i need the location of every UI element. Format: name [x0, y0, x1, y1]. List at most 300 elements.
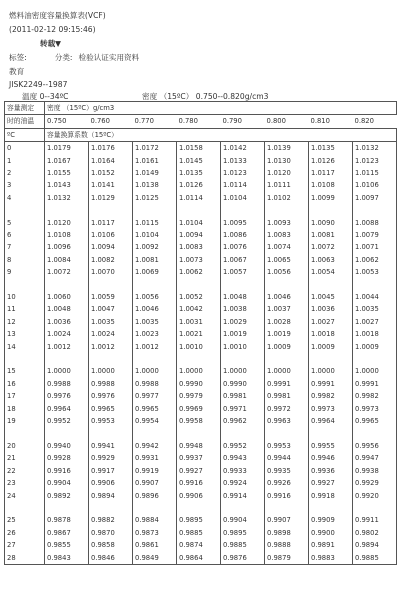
vcf-value-cell: 0.9876	[221, 552, 265, 565]
vcf-value-cell: 0.9964	[45, 403, 89, 415]
blank-cell	[45, 204, 89, 216]
vcf-value-cell: 1.0167	[45, 155, 89, 167]
vcf-value-cell: 0.9935	[265, 465, 309, 477]
vcf-value-cell: 0.9990	[177, 378, 221, 390]
table-row	[5, 291, 397, 303]
vcf-value-cell: 0.9802	[353, 527, 397, 539]
vcf-value-cell: 1.0000	[133, 365, 177, 377]
vcf-value-cell: 0.9884	[133, 514, 177, 526]
vcf-value-cell: 1.0074	[265, 241, 309, 253]
vcf-value-cell: 1.0062	[177, 266, 221, 278]
vcf-value-cell: 0.9867	[45, 527, 89, 539]
blank-cell	[5, 502, 45, 514]
vcf-value-cell: 1.0115	[353, 167, 397, 179]
table-row	[5, 527, 397, 539]
blank-cell	[265, 353, 309, 365]
vcf-value-cell: 0.9943	[221, 452, 265, 464]
blank-cell	[221, 428, 265, 440]
vcf-value-cell: 1.0056	[265, 266, 309, 278]
vcf-value-cell: 1.0152	[89, 167, 133, 179]
vcf-value-cell: 0.9917	[89, 465, 133, 477]
temperature-cell: 1	[5, 155, 45, 167]
vcf-value-cell: 0.9904	[45, 477, 89, 489]
vcf-value-cell: 1.0149	[133, 167, 177, 179]
vcf-value-cell: 0.9942	[133, 440, 177, 452]
vcf-value-cell: 1.0000	[309, 365, 353, 377]
vcf-value-cell: 0.9870	[89, 527, 133, 539]
vcf-value-cell: 1.0024	[45, 328, 89, 340]
vcf-value-cell: 1.0094	[89, 241, 133, 253]
vcf-value-cell: 1.0057	[221, 266, 265, 278]
vcf-value-cell: 1.0019	[265, 328, 309, 340]
education-tag[interactable]: 教育	[9, 67, 25, 76]
table-row	[5, 552, 397, 565]
vcf-value-cell: 1.0023	[133, 328, 177, 340]
vcf-value-cell: 0.9982	[309, 390, 353, 402]
vcf-value-cell: 1.0104	[221, 192, 265, 204]
table-row	[5, 241, 397, 253]
forward-link[interactable]: 转载▼	[40, 39, 62, 48]
blank-cell	[265, 279, 309, 291]
vcf-value-cell: 1.0027	[309, 316, 353, 328]
vcf-value-cell: 1.0067	[221, 254, 265, 266]
vcf-value-cell: 0.9928	[45, 452, 89, 464]
vcf-value-cell: 0.9874	[177, 539, 221, 551]
blank-cell	[353, 204, 397, 216]
vcf-value-cell: 0.9895	[177, 514, 221, 526]
vcf-value-cell: 1.0000	[45, 365, 89, 377]
vcf-value-cell: 1.0031	[177, 316, 221, 328]
vcf-value-cell: 0.9900	[309, 527, 353, 539]
temperature-cell: 7	[5, 241, 45, 253]
table-row	[5, 266, 397, 278]
vcf-value-cell: 0.9907	[133, 477, 177, 489]
blank-cell	[221, 204, 265, 216]
vcf-value-cell: 1.0079	[353, 229, 397, 241]
table-row	[5, 465, 397, 477]
vcf-value-cell: 1.0129	[89, 192, 133, 204]
blank-cell	[177, 502, 221, 514]
vcf-value-cell: 0.9988	[89, 378, 133, 390]
vcf-value-cell: 1.0176	[89, 142, 133, 155]
blank-cell	[353, 428, 397, 440]
temperature-cell: 18	[5, 403, 45, 415]
density-value: 0.770	[133, 115, 177, 128]
temperature-cell: 17	[5, 390, 45, 402]
table-row	[5, 365, 397, 377]
vcf-value-cell: 0.9931	[133, 452, 177, 464]
vcf-value-cell: 1.0072	[309, 241, 353, 253]
blank-cell	[89, 204, 133, 216]
vcf-value-cell: 1.0073	[177, 254, 221, 266]
vcf-value-cell: 0.9846	[89, 552, 133, 565]
vcf-value-cell: 1.0126	[309, 155, 353, 167]
table-row	[5, 229, 397, 241]
blank-cell	[353, 279, 397, 291]
vcf-value-cell: 0.9963	[265, 415, 309, 427]
vcf-value-cell: 0.9888	[265, 539, 309, 551]
vcf-value-cell: 0.9954	[133, 415, 177, 427]
table-row	[5, 415, 397, 427]
vcf-value-cell: 1.0059	[89, 291, 133, 303]
vcf-value-cell: 1.0095	[221, 217, 265, 229]
vcf-value-cell: 1.0029	[221, 316, 265, 328]
vcf-value-cell: 0.9933	[221, 465, 265, 477]
vcf-value-cell: 1.0138	[133, 179, 177, 191]
temperature-cell: 4	[5, 192, 45, 204]
table-row	[5, 179, 397, 191]
blank-cell	[265, 502, 309, 514]
temperature-cell: 27	[5, 539, 45, 551]
vcf-value-cell: 1.0019	[221, 328, 265, 340]
temperature-cell: 10	[5, 291, 45, 303]
vcf-value-cell: 1.0141	[89, 179, 133, 191]
blank-cell	[309, 428, 353, 440]
table-row	[5, 403, 397, 415]
vcf-value-cell: 0.9952	[221, 440, 265, 452]
vcf-value-cell: 1.0048	[221, 291, 265, 303]
vcf-value-cell: 1.0000	[353, 365, 397, 377]
vcf-value-cell: 1.0035	[353, 303, 397, 315]
vcf-value-cell: 1.0081	[309, 229, 353, 241]
category-label: 分类:	[54, 53, 73, 62]
blank-cell	[45, 428, 89, 440]
blank-cell	[177, 204, 221, 216]
vcf-value-cell: 1.0000	[89, 365, 133, 377]
vcf-value-cell: 1.0024	[89, 328, 133, 340]
vcf-value-cell: 0.9971	[221, 403, 265, 415]
blank-cell	[221, 279, 265, 291]
blank-cell	[221, 353, 265, 365]
vcf-value-cell: 0.9926	[265, 477, 309, 489]
vcf-value-cell: 1.0114	[177, 192, 221, 204]
vcf-value-cell: 0.9878	[45, 514, 89, 526]
vcf-value-cell: 1.0000	[221, 365, 265, 377]
vcf-value-cell: 0.9965	[89, 403, 133, 415]
blank-cell	[133, 502, 177, 514]
vcf-value-cell: 0.9956	[353, 440, 397, 452]
temperature-cell: 11	[5, 303, 45, 315]
vcf-value-cell: 1.0009	[265, 341, 309, 353]
vcf-value-cell: 1.0111	[265, 179, 309, 191]
table-row	[5, 303, 397, 315]
vcf-value-cell: 0.9964	[309, 415, 353, 427]
vcf-value-cell: 1.0117	[89, 217, 133, 229]
temperature-cell: 14	[5, 341, 45, 353]
vcf-value-cell: 0.9894	[89, 490, 133, 502]
vcf-value-cell: 1.0090	[309, 217, 353, 229]
vcf-value-cell: 1.0038	[221, 303, 265, 315]
vcf-value-cell: 1.0048	[45, 303, 89, 315]
vcf-value-cell: 1.0123	[353, 155, 397, 167]
temperature-cell: 3	[5, 179, 45, 191]
vcf-value-cell: 0.9991	[353, 378, 397, 390]
vcf-value-cell: 1.0028	[265, 316, 309, 328]
table-row	[5, 452, 397, 464]
vcf-value-cell: 0.9965	[133, 403, 177, 415]
temperature-cell: 26	[5, 527, 45, 539]
blank-cell	[45, 502, 89, 514]
vcf-value-cell: 1.0155	[45, 167, 89, 179]
vcf-value-cell: 0.9981	[265, 390, 309, 402]
vcf-value-cell: 1.0062	[353, 254, 397, 266]
vcf-value-cell: 0.9927	[309, 477, 353, 489]
density-value: 0.750	[45, 115, 89, 128]
vcf-value-cell: 0.9909	[309, 514, 353, 526]
temperature-cell: 28	[5, 552, 45, 565]
vcf-value-cell: 1.0115	[133, 217, 177, 229]
temperature-cell: 2	[5, 167, 45, 179]
blank-cell	[133, 279, 177, 291]
blank-cell	[5, 204, 45, 216]
table-row	[5, 390, 397, 402]
blank-cell	[353, 353, 397, 365]
corner-header-mid: 时的油温	[5, 115, 45, 128]
blank-cell	[309, 353, 353, 365]
vcf-value-cell: 0.9920	[353, 490, 397, 502]
vcf-value-cell: 1.0063	[309, 254, 353, 266]
vcf-value-cell: 1.0069	[133, 266, 177, 278]
vcf-value-cell: 1.0133	[221, 155, 265, 167]
density-value: 0.810	[309, 115, 353, 128]
vcf-value-cell: 0.9973	[353, 403, 397, 415]
vcf-value-cell: 1.0092	[133, 241, 177, 253]
vcf-value-cell: 1.0042	[177, 303, 221, 315]
vcf-value-cell: 1.0126	[177, 179, 221, 191]
vcf-value-cell: 1.0093	[265, 217, 309, 229]
vcf-header: 容量换算系数（15ºC）	[45, 128, 397, 141]
vcf-value-cell: 1.0082	[89, 254, 133, 266]
vcf-value-cell: 0.9944	[265, 452, 309, 464]
density-value: 0.760	[89, 115, 133, 128]
vcf-value-cell: 1.0106	[353, 179, 397, 191]
table-row	[5, 539, 397, 551]
vcf-value-cell: 0.9990	[221, 378, 265, 390]
vcf-value-cell: 1.0035	[133, 316, 177, 328]
table-row	[5, 192, 397, 204]
vcf-value-cell: 1.0012	[133, 341, 177, 353]
temperature-cell: 21	[5, 452, 45, 464]
vcf-value-cell: 0.9907	[265, 514, 309, 526]
vcf-value-cell: 0.9919	[133, 465, 177, 477]
vcf-value-cell: 0.9916	[177, 477, 221, 489]
temperature-cell: 8	[5, 254, 45, 266]
blank-cell	[5, 428, 45, 440]
table-row	[5, 490, 397, 502]
tags-row	[9, 52, 139, 63]
temperature-cell: 22	[5, 465, 45, 477]
tag-label: 标签:	[9, 53, 27, 62]
blank-cell	[5, 353, 45, 365]
vcf-value-cell: 1.0106	[89, 229, 133, 241]
temperature-range: 温度 0--34ºC	[22, 92, 69, 101]
standard-code: JISK2249--1987	[9, 80, 68, 89]
blank-cell	[5, 279, 45, 291]
temperature-cell: 12	[5, 316, 45, 328]
vcf-value-cell: 1.0099	[309, 192, 353, 204]
vcf-value-cell: 1.0036	[309, 303, 353, 315]
temperature-cell: 6	[5, 229, 45, 241]
vcf-value-cell: 0.9991	[265, 378, 309, 390]
table-row	[5, 378, 397, 390]
vcf-value-cell: 0.9977	[133, 390, 177, 402]
vcf-value-cell: 1.0104	[177, 217, 221, 229]
blank-cell	[89, 502, 133, 514]
vcf-value-cell: 1.0036	[45, 316, 89, 328]
vcf-value-cell: 0.9861	[133, 539, 177, 551]
blank-cell	[309, 502, 353, 514]
blank-cell	[177, 428, 221, 440]
vcf-value-cell: 0.9855	[45, 539, 89, 551]
temperature-cell: 15	[5, 365, 45, 377]
vcf-value-cell: 0.9969	[177, 403, 221, 415]
blank-cell	[309, 279, 353, 291]
blank-cell	[353, 502, 397, 514]
vcf-value-cell: 0.9976	[45, 390, 89, 402]
vcf-value-cell: 0.9885	[177, 527, 221, 539]
vcf-value-cell: 0.9914	[221, 490, 265, 502]
vcf-value-cell: 0.9918	[309, 490, 353, 502]
table-row	[5, 167, 397, 179]
blank-cell	[265, 428, 309, 440]
blank-cell	[133, 204, 177, 216]
vcf-value-cell: 1.0096	[45, 241, 89, 253]
vcf-value-cell: 1.0018	[353, 328, 397, 340]
vcf-value-cell: 0.9941	[89, 440, 133, 452]
vcf-value-cell: 1.0108	[309, 179, 353, 191]
vcf-value-cell: 0.9906	[177, 490, 221, 502]
vcf-value-cell: 1.0044	[353, 291, 397, 303]
table-row	[5, 341, 397, 353]
temperature-cell: 13	[5, 328, 45, 340]
vcf-value-cell: 1.0102	[265, 192, 309, 204]
vcf-value-cell: 1.0035	[89, 316, 133, 328]
vcf-value-cell: 0.9873	[133, 527, 177, 539]
vcf-value-cell: 1.0027	[353, 316, 397, 328]
blank-cell	[89, 279, 133, 291]
table-row	[5, 514, 397, 526]
blank-cell	[309, 204, 353, 216]
vcf-value-cell: 1.0145	[177, 155, 221, 167]
vcf-value-cell: 0.9916	[45, 465, 89, 477]
temperature-cell: 23	[5, 477, 45, 489]
vcf-value-cell: 0.9882	[89, 514, 133, 526]
vcf-value-cell: 0.9988	[133, 378, 177, 390]
table-row	[5, 217, 397, 229]
vcf-value-cell: 1.0086	[221, 229, 265, 241]
vcf-value-cell: 1.0097	[353, 192, 397, 204]
vcf-value-cell: 1.0000	[177, 365, 221, 377]
vcf-value-cell: 1.0172	[133, 142, 177, 155]
vcf-value-cell: 1.0142	[221, 142, 265, 155]
temperature-cell: 19	[5, 415, 45, 427]
vcf-value-cell: 0.9952	[45, 415, 89, 427]
vcf-value-cell: 1.0081	[133, 254, 177, 266]
temperature-cell: 5	[5, 217, 45, 229]
vcf-value-cell: 0.9965	[353, 415, 397, 427]
blank-cell	[89, 428, 133, 440]
vcf-value-cell: 1.0046	[133, 303, 177, 315]
vcf-value-cell: 1.0054	[309, 266, 353, 278]
blank-cell	[45, 279, 89, 291]
vcf-value-cell: 0.9955	[309, 440, 353, 452]
vcf-value-cell: 0.9988	[45, 378, 89, 390]
vcf-value-cell: 0.9898	[265, 527, 309, 539]
vcf-value-cell: 1.0125	[133, 192, 177, 204]
vcf-value-cell: 0.9891	[309, 539, 353, 551]
table-row	[5, 316, 397, 328]
vcf-value-cell: 0.9953	[265, 440, 309, 452]
vcf-value-cell: 1.0132	[353, 142, 397, 155]
density-header: 密度 （15ºC）g/cm3	[45, 102, 397, 115]
temperature-cell: 24	[5, 490, 45, 502]
vcf-value-cell: 1.0047	[89, 303, 133, 315]
vcf-value-cell: 1.0046	[265, 291, 309, 303]
vcf-value-cell: 1.0158	[177, 142, 221, 155]
post-date: (2011-02-12 09:15:46)	[9, 25, 96, 34]
vcf-value-cell: 0.9940	[45, 440, 89, 452]
blank-cell	[89, 353, 133, 365]
vcf-value-cell: 1.0094	[177, 229, 221, 241]
table-row	[5, 440, 397, 452]
vcf-value-cell: 1.0179	[45, 142, 89, 155]
vcf-value-cell: 1.0021	[177, 328, 221, 340]
vcf-value-cell: 1.0010	[177, 341, 221, 353]
temperature-cell: 0	[5, 142, 45, 155]
table-row	[5, 254, 397, 266]
vcf-value-cell: 0.9924	[221, 477, 265, 489]
vcf-value-cell: 1.0117	[309, 167, 353, 179]
table-row	[5, 155, 397, 167]
vcf-value-cell: 0.9937	[177, 452, 221, 464]
category-link[interactable]: 检验认证实用资料	[78, 53, 140, 62]
vcf-value-cell: 1.0010	[221, 341, 265, 353]
vcf-value-cell: 1.0045	[309, 291, 353, 303]
vcf-value-cell: 1.0012	[89, 341, 133, 353]
vcf-value-cell: 1.0088	[353, 217, 397, 229]
vcf-value-cell: 1.0071	[353, 241, 397, 253]
vcf-value-cell: 1.0135	[309, 142, 353, 155]
vcf-value-cell: 0.9938	[353, 465, 397, 477]
vcf-value-cell: 0.9927	[177, 465, 221, 477]
vcf-value-cell: 0.9929	[89, 452, 133, 464]
vcf-value-cell: 0.9911	[353, 514, 397, 526]
vcf-value-cell: 0.9895	[221, 527, 265, 539]
vcf-value-cell: 0.9892	[45, 490, 89, 502]
vcf-value-cell: 1.0083	[265, 229, 309, 241]
vcf-value-cell: 1.0164	[89, 155, 133, 167]
vcf-value-cell: 1.0072	[45, 266, 89, 278]
vcf-value-cell: 1.0053	[353, 266, 397, 278]
vcf-value-cell: 1.0132	[45, 192, 89, 204]
corner-header-unit: ºC	[5, 128, 45, 141]
vcf-value-cell: 0.9916	[265, 490, 309, 502]
vcf-value-cell: 0.9883	[309, 552, 353, 565]
vcf-value-cell: 0.9976	[89, 390, 133, 402]
vcf-value-cell: 0.9936	[309, 465, 353, 477]
blank-cell	[177, 279, 221, 291]
vcf-value-cell: 0.9864	[177, 552, 221, 565]
vcf-value-cell: 0.9906	[89, 477, 133, 489]
vcf-value-cell: 1.0139	[265, 142, 309, 155]
vcf-value-cell: 1.0104	[133, 229, 177, 241]
vcf-value-cell: 1.0084	[45, 254, 89, 266]
vcf-value-cell: 1.0123	[221, 167, 265, 179]
vcf-value-cell: 0.9972	[265, 403, 309, 415]
density-value: 0.800	[265, 115, 309, 128]
vcf-table	[4, 101, 397, 565]
vcf-value-cell: 1.0070	[89, 266, 133, 278]
